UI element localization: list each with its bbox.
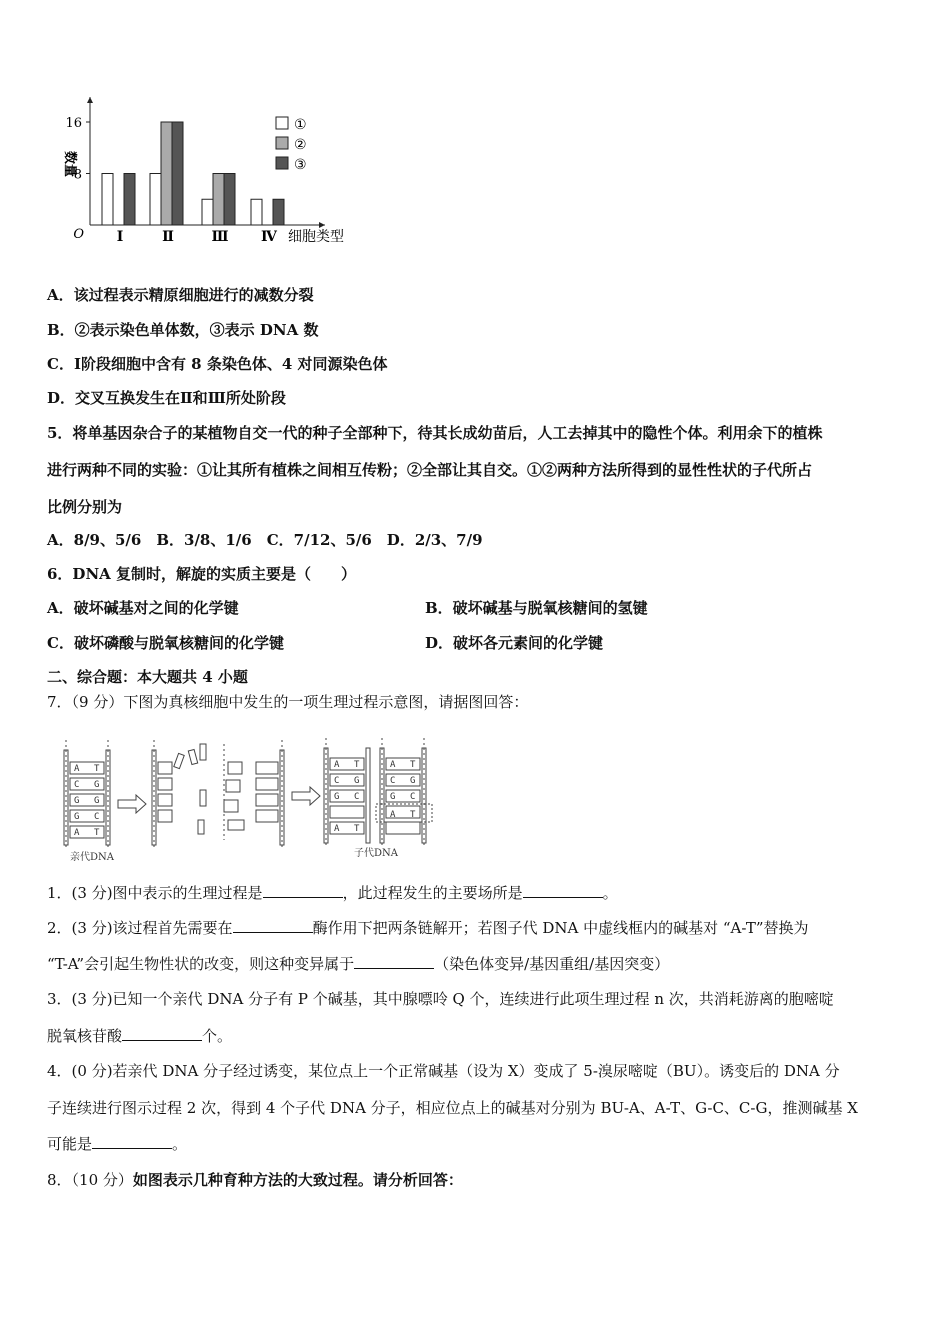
svg-text:T: T: [410, 760, 416, 770]
svg-text:G: G: [74, 796, 80, 806]
svg-text:G: G: [94, 796, 100, 806]
svg-text:G: G: [410, 776, 416, 786]
legend-swatch: [276, 157, 288, 169]
q7-sub3-text-b: 脱氧核苷酸: [47, 1027, 123, 1045]
cell-count-bar-chart: [60, 95, 380, 255]
svg-text:T: T: [410, 810, 416, 820]
svg-text:A: A: [334, 824, 340, 834]
origin-label: O: [73, 227, 84, 242]
q7-sub1-blank1[interactable]: [263, 883, 343, 898]
q5-options: A．8/9、5/6 B．3/8、1/6 C．7/12、5/6 D．2/3、7/9: [47, 531, 483, 549]
q7-sub2-blank2[interactable]: [354, 954, 434, 969]
svg-text:A: A: [390, 760, 396, 770]
q7-sub3-blank[interactable]: [122, 1026, 202, 1041]
svg-text:G: G: [390, 792, 396, 802]
x-tick-label: Ⅲ: [211, 229, 229, 245]
q7-sub2-line2: [47, 954, 669, 974]
q7-stem: 7．（9 分）下图为真核细胞中发生的一项生理过程示意图，请据图回答：: [47, 693, 529, 711]
section-2-heading: 二、综合题：本大题共 4 小题: [47, 668, 248, 686]
q4-option-c: C．Ⅰ阶段细胞中含有 8 条染色体、4 对同源染色体: [47, 355, 388, 373]
svg-text:T: T: [94, 828, 100, 838]
svg-text:T: T: [354, 760, 360, 770]
x-axis-label: 细胞类型: [288, 229, 344, 245]
parent-dna-diagram: [64, 740, 110, 848]
q7-sub3-text-c: 个。: [202, 1027, 233, 1045]
q6-options-row2: [47, 633, 604, 653]
q7-sub3-line1: 3．(3 分)已知一个亲代 DNA 分子有 P 个碱基，其中腺嘌呤 Q 个，连续进行此项生理过程 n 次，共消耗游离的胞嘧啶: [47, 990, 834, 1008]
q7-sub2-text-c: “T-A”会引起生物性状的改变，则这种变异属于: [47, 955, 355, 973]
svg-text:A: A: [74, 764, 80, 774]
svg-text:T: T: [94, 764, 100, 774]
svg-text:C: C: [354, 792, 360, 802]
q7-sub1: [47, 883, 618, 903]
q8-stem: [47, 1170, 463, 1190]
q5-stem-line2: 进行两种不同的实验：①让其所有植株之间相互传粉；②全部让其自交。①②两种方法所得到的显性性状的子代所占: [47, 461, 813, 479]
svg-text:A: A: [390, 810, 396, 820]
svg-text:T: T: [354, 824, 360, 834]
q5-stem-line1: 5．将单基因杂合子的某植物自交一代的种子全部种下，待其长成幼苗后，人工去掉其中的隐性个体。利用余下的植株: [47, 424, 823, 442]
svg-text:A: A: [74, 828, 80, 838]
svg-text:C: C: [94, 812, 100, 822]
q6-option-b: B．破坏碱基与脱氧核糖间的氢键: [425, 599, 648, 617]
q7-sub2-line1: [47, 918, 809, 938]
legend-label: ①: [294, 117, 307, 133]
x-tick-label: Ⅱ: [162, 229, 174, 245]
q7-sub2-text-d: （染色体变异/基因重组/基因突变）: [434, 955, 670, 973]
q6-options-row1: [47, 598, 648, 618]
svg-text:G: G: [74, 812, 80, 822]
q8-stem-text: 如图表示几种育种方法的大致过程。请分析回答：: [132, 1171, 463, 1189]
bar: [273, 199, 284, 225]
dna-replication-figure: [60, 730, 440, 865]
x-axis-arrow: [319, 222, 325, 228]
bar: [224, 174, 235, 226]
q6-option-d: D．破坏各元素间的化学键: [425, 634, 604, 652]
q4-option-d: D．交叉互换发生在Ⅱ和Ⅲ所处阶段: [47, 389, 286, 407]
x-tick-label: Ⅰ: [116, 229, 124, 245]
svg-text:A: A: [334, 760, 340, 770]
svg-text:G: G: [354, 776, 360, 786]
q7-sub1-text-a: 1．(3 分)图中表示的生理过程是: [47, 884, 263, 902]
bar: [102, 174, 113, 226]
legend-swatch: [276, 117, 288, 129]
x-tick-label: Ⅳ: [261, 229, 277, 245]
child-dna-diagram: [324, 738, 432, 848]
svg-text:C: C: [390, 776, 396, 786]
bar: [161, 122, 172, 225]
q7-sub4-line3: [47, 1134, 187, 1154]
q7-sub2-text-b: 酶作用下把两条链解开；若图子代 DNA 中虚线框内的碱基对 “A-T”替换为: [312, 919, 809, 937]
legend-swatch: [276, 137, 288, 149]
bar: [213, 174, 224, 226]
q7-sub1-text-c: 。: [602, 884, 618, 902]
q6-stem: 6．DNA 复制时，解旋的实质主要是（ ）: [47, 565, 357, 583]
q4-option-b: B．②表示染色单体数，③表示 DNA 数: [47, 321, 319, 339]
svg-text:G: G: [334, 792, 340, 802]
q7-sub2-text-a: 2．(3 分)该过程首先需要在: [47, 919, 233, 937]
y-axis-arrow: [87, 97, 93, 103]
q7-sub1-blank2[interactable]: [523, 883, 603, 898]
q4-option-a: A．该过程表示精原细胞进行的减数分裂: [47, 286, 314, 304]
legend-label: ③: [294, 157, 307, 173]
q7-sub4-text-c: 可能是: [47, 1135, 93, 1153]
q7-sub2-blank1[interactable]: [233, 918, 313, 933]
bar: [150, 174, 161, 226]
q7-sub1-text-b: ，此过程发生的主要场所是: [342, 884, 523, 902]
svg-text:C: C: [334, 776, 340, 786]
q7-sub4-text-d: 。: [172, 1135, 188, 1153]
child-dna-label: 子代DNA: [354, 848, 398, 859]
svg-text:C: C: [410, 792, 416, 802]
q7-sub4-blank[interactable]: [92, 1134, 172, 1149]
q8-number: 8．（10 分）: [47, 1171, 133, 1189]
legend-label: ②: [294, 137, 307, 153]
unwinding-diagram: [152, 740, 206, 848]
svg-text:G: G: [94, 780, 100, 790]
y-axis-label: 数量: [62, 151, 77, 178]
bar: [251, 199, 262, 225]
y-tick-label: 16: [65, 116, 82, 131]
y-tick-label: 8: [73, 167, 82, 183]
q6-option-c: C．破坏磷酸与脱氧核糖间的化学键: [47, 634, 284, 652]
bar: [172, 122, 183, 225]
q7-sub4-line1: 4．(0 分)若亲代 DNA 分子经过诱变，某位点上一个正常碱基（设为 X）变成了 5-溴尿嘧啶（BU）。诱变后的 DNA 分: [47, 1062, 840, 1080]
q6-option-a: A．破坏碱基对之间的化学键: [47, 599, 239, 617]
bar: [202, 199, 213, 225]
synthesis-diagram: [224, 740, 284, 848]
bar: [124, 174, 135, 226]
q7-sub4-line2: 子连续进行图示过程 2 次，得到 4 个子代 DNA 分子，相应位点上的碱基对分别为 BU-A、A-T、G-C、C-G，推测碱基 X: [47, 1099, 858, 1117]
parent-dna-label: 亲代DNA: [70, 852, 114, 863]
q5-stem-line3: 比例分别为: [47, 498, 123, 516]
q7-sub3-line2: [47, 1026, 232, 1046]
svg-text:C: C: [74, 780, 80, 790]
